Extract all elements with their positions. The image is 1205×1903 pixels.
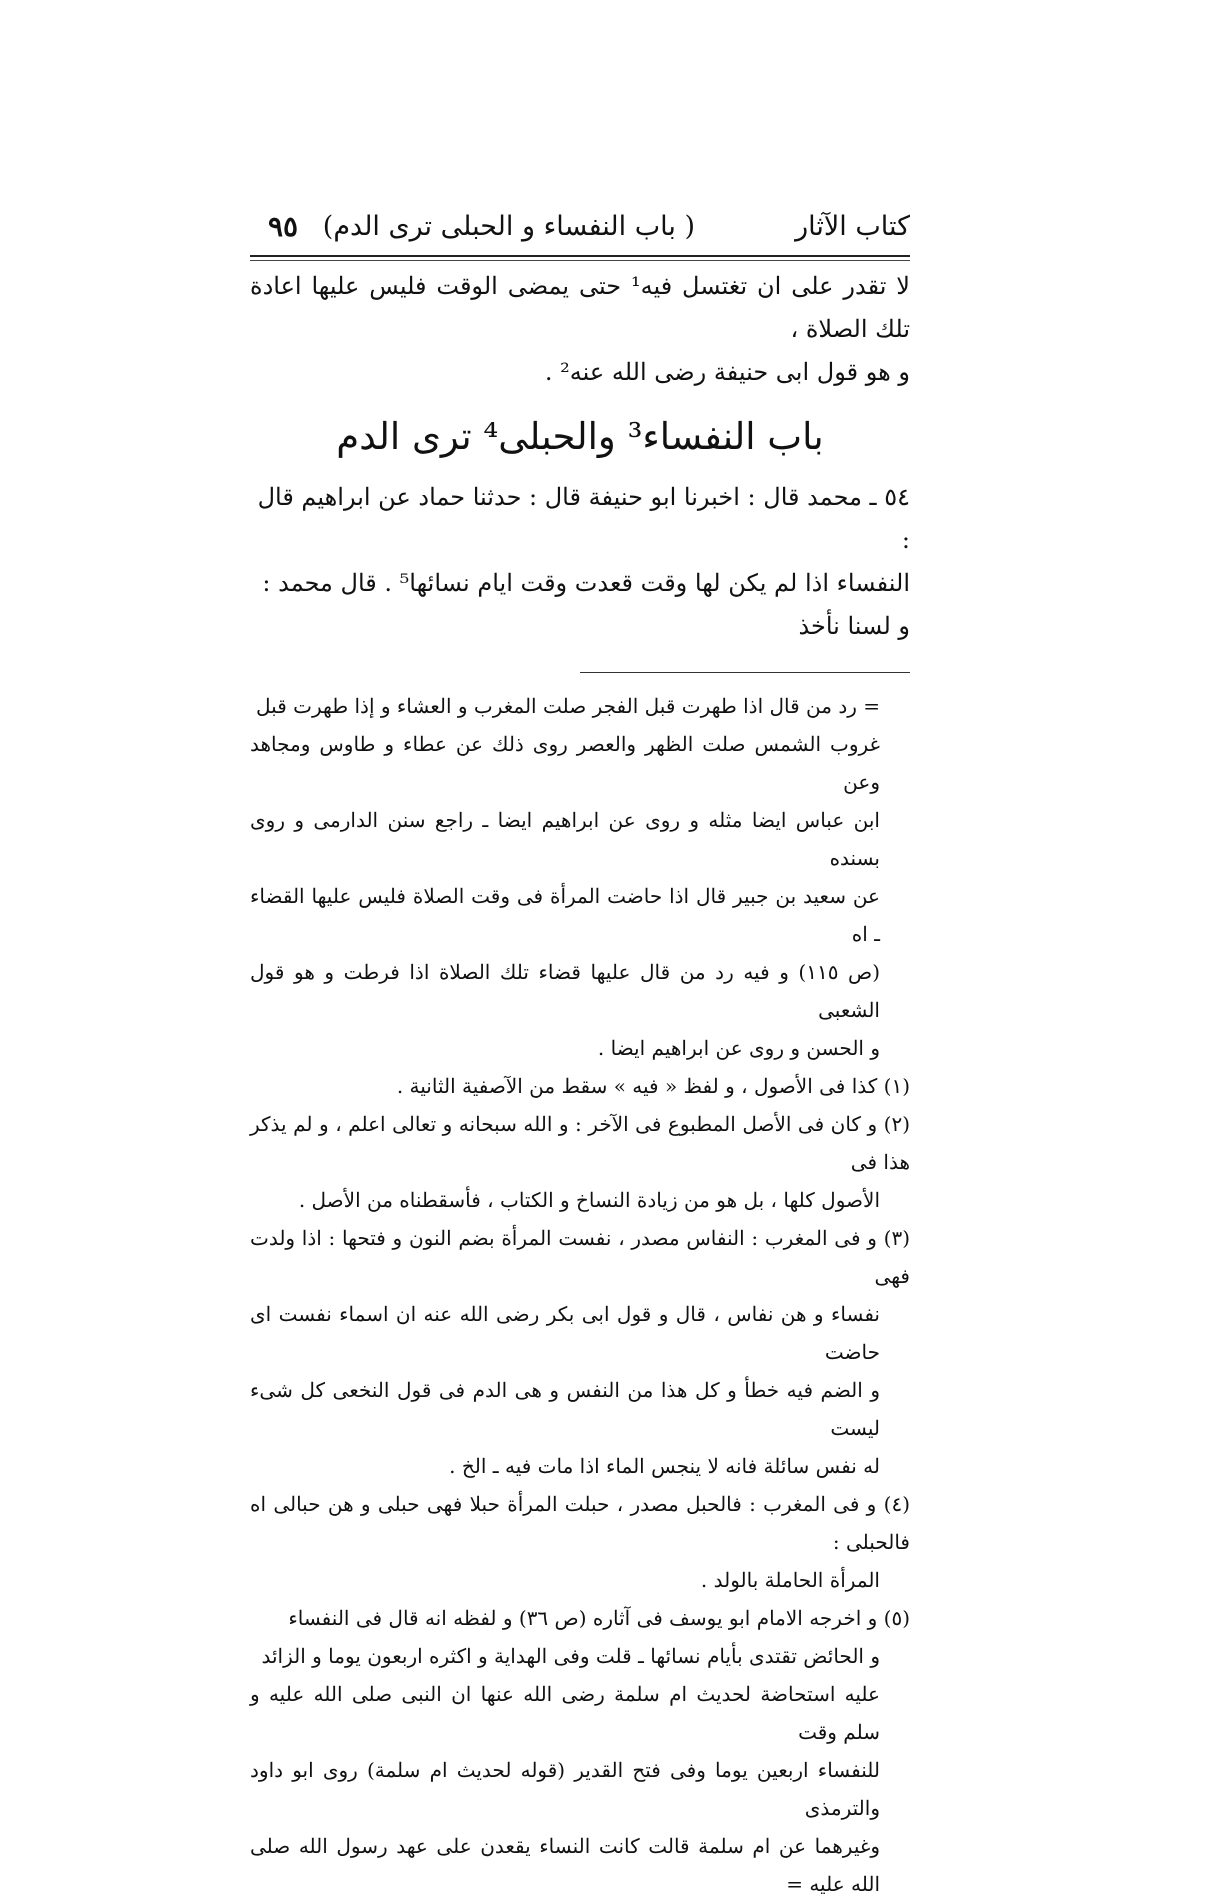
main-text-line: و هو قول ابى حنيفة رضى الله عنه² .: [544, 358, 910, 386]
hadith-line: النفساء اذا لم يكن لها وقت قعدت وقت ايام نسائها⁵ . قال محمد : و لسنا نأخذ: [262, 569, 910, 640]
footnote-4: (٤) و فى المغرب : فالحبل مصدر ، حبلت المرأة حبلا فهى حبلى و هن حبالى اه فالحبلى :: [250, 1492, 910, 1554]
book-page: [250, 205, 910, 1903]
page-number: ٩٥: [268, 210, 299, 243]
footnote-3: (٣) و فى المغرب : النفاس مصدر ، نفست المرأة بضم النون و فتحها : اذا ولدت فهى: [250, 1226, 910, 1288]
hadith-text: [250, 476, 910, 648]
footnote-line: و الحسن و روى عن ابراهيم ايضا .: [597, 1036, 880, 1060]
footnote-line: و الضم فيه خطأ و كل هذا من النفس و هى الدم فى قول النخعى كل شىء ليست: [250, 1378, 880, 1440]
book-title: كتاب الآثار: [795, 211, 910, 242]
chapter-title: ( باب النفساء و الحبلى ترى الدم): [322, 211, 695, 242]
footnote-line: للنفساء اربعين يوما وفى فتح القدير (قوله لحديث ام سلمة) روى ابو داود والترمذى: [250, 1758, 880, 1820]
hadith-line: ٥٤ ـ محمد قال : اخبرنا ابو حنيفة قال : حدثنا حماد عن ابراهيم قال :: [257, 483, 910, 554]
footnote-line: غروب الشمس صلت الظهر والعصر روى ذلك عن عطاء و طاوس ومجاهد وعن: [250, 732, 880, 794]
header-rule-thin: [250, 260, 910, 261]
footnote-line: عليه استحاضة لحديث ام سلمة رضى الله عنها ان النبى صلى الله عليه و سلم وقت: [250, 1682, 880, 1744]
section-heading: باب النفساء³ والحبلى⁴ ترى الدم: [336, 415, 824, 458]
footnotes: [250, 687, 910, 1903]
footnote-line: وغيرهما عن ام سلمة قالت كانت النساء يقعدن على عهد رسول الله صلى الله عليه =: [250, 1834, 880, 1896]
footnote-line: و الحائض تقتدى بأيام نسائها ـ قلت وفى الهداية و اكثره اربعون يوما و الزائد: [261, 1644, 880, 1668]
footnote-line: الأصول كلها ، بل هو من زيادة النساخ و الكتاب ، فأسقطناه من الأصل .: [298, 1188, 880, 1212]
footnote-5: (٥) و اخرجه الامام ابو يوسف فى آثاره (ص ٣٦) و لفظه انه قال فى النفساء: [288, 1606, 910, 1630]
footnote-line: = رد من قال اذا طهرت قبل الفجر صلت المغرب و العشاء و إذا طهرت قبل: [256, 694, 880, 718]
footnote-line: نفساء و هن نفاس ، قال و قول ابى بكر رضى الله عنه ان اسماء نفست اى حاضت: [250, 1302, 880, 1364]
footnote-2: (٢) و كان فى الأصل المطبوع فى الآخر : و الله سبحانه و تعالى اعلم ، و لم يذكر هذا فى: [250, 1112, 910, 1174]
footnote-line: (ص ١١٥) و فيه رد من قال عليها قضاء تلك الصلاة اذا فرطت و هو قول الشعبى: [250, 960, 880, 1022]
main-text-line: لا تقدر على ان تغتسل فيه¹ حتى يمضى الوقت فليس عليها اعادة تلك الصلاة ،: [250, 272, 910, 343]
footnote-line: له نفس سائلة فانه لا ينجس الماء اذا مات فيه ـ الخ .: [449, 1454, 880, 1478]
running-head: [250, 205, 910, 249]
footnote-rule: [580, 672, 910, 673]
footnote-line: ابن عباس ايضا مثله و روى عن ابراهيم ايضا ـ راجع سنن الدارمى و روى بسنده: [250, 808, 880, 870]
header-rule: [250, 255, 910, 257]
main-text: [250, 265, 910, 394]
footnote-1: (١) كذا فى الأصول ، و لفظ « فيه » سقط من الآصفية الثانية .: [396, 1074, 910, 1098]
footnote-line: عن سعيد بن جبير قال اذا حاضت المرأة فى وقت الصلاة فليس عليها القضاء ـ اه: [250, 884, 880, 946]
footnote-line: المرأة الحاملة بالولد .: [700, 1568, 880, 1592]
